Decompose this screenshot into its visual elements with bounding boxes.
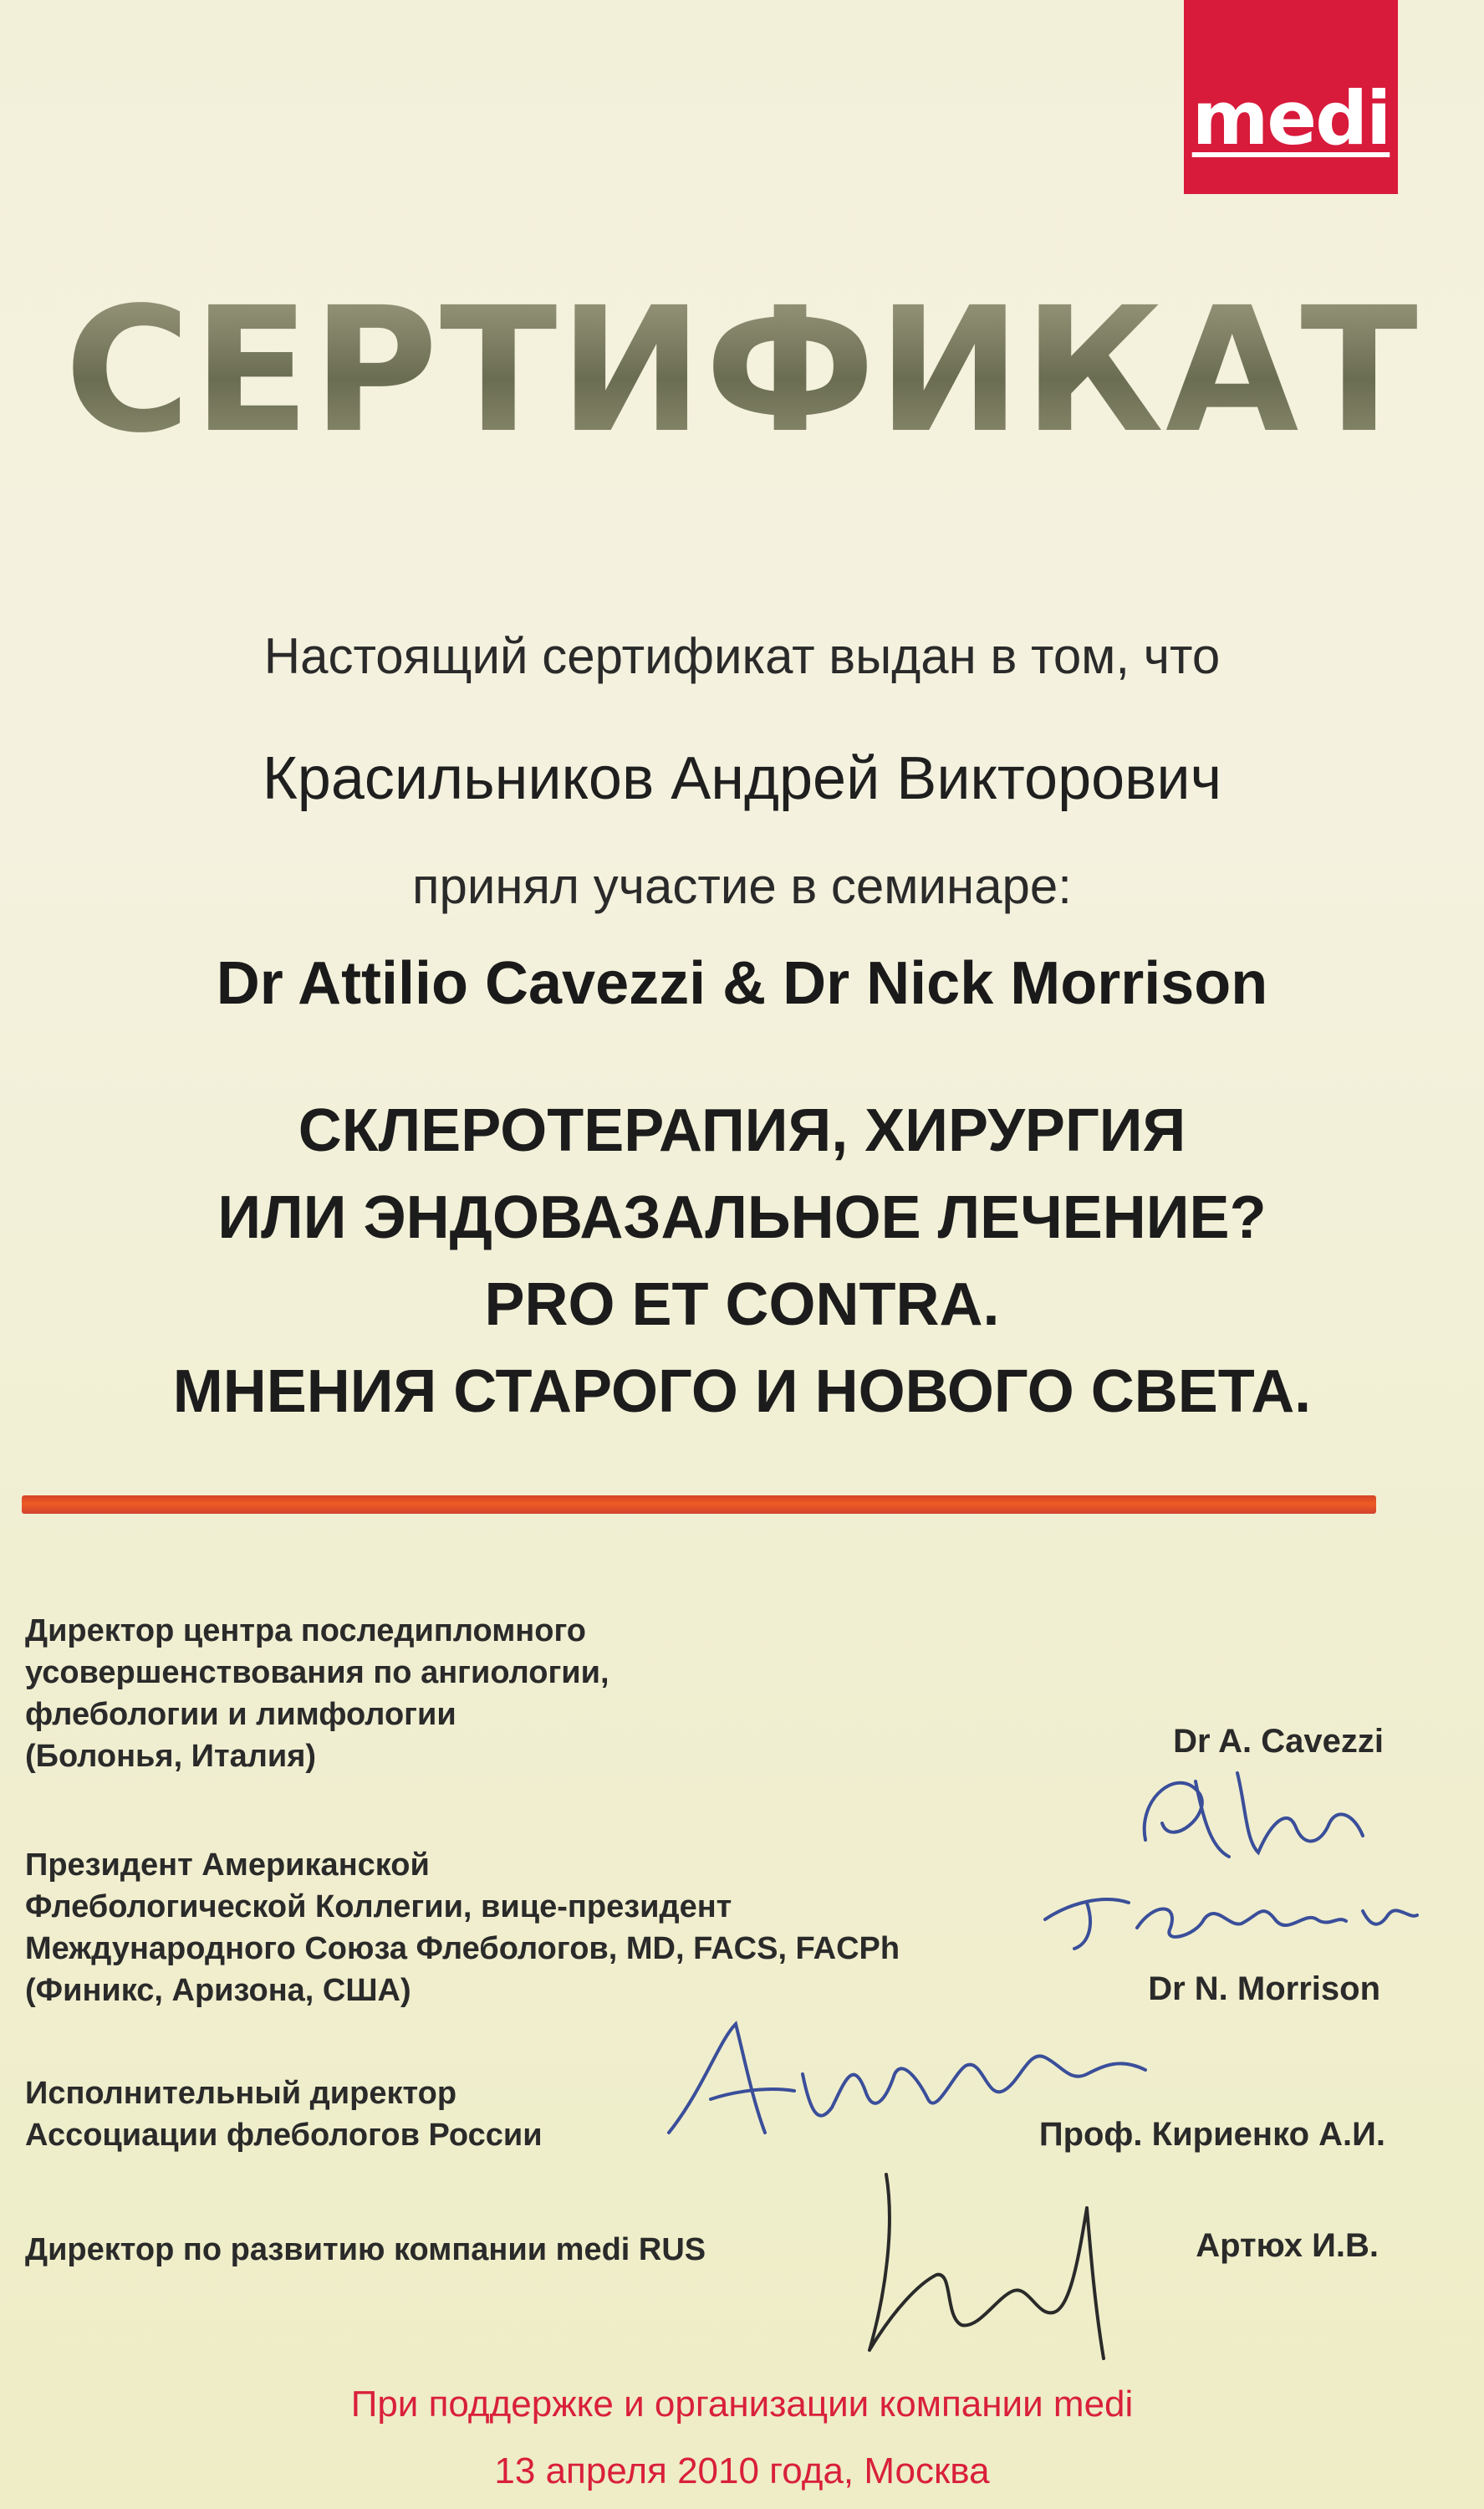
topic-line: СКЛЕРОТЕРАПИЯ, ХИРУРГИЯ [298,1097,1186,1164]
role-line: (Финикс, Аризона, США) [25,1973,411,2008]
topic-line: МНЕНИЯ СТАРОГО И НОВОГО СВЕТА. [172,1358,1312,1425]
seminar-topic [0,1087,1484,1435]
signatory-name-morrison: Dr N. Morrison [1148,1970,1380,2007]
role-line: Директор центра последипломного [25,1613,587,1648]
role-line: Исполнительный директор [25,2076,457,2111]
signatory-name-artyukh: Артюх И.В. [1196,2227,1379,2264]
role-line: флебологии и лимфологии [25,1697,456,1732]
role-line: Ассоциации флебологов России [25,2118,543,2153]
recipient-name: Красильников Андрей Викторович [262,745,1222,812]
role-line: усовершенствования по ангиологии, [25,1655,609,1690]
signatory-role-artyukh [25,2229,778,2271]
signatory-role-morrison [25,1844,900,2011]
signatory-name-kirienko: Проф. Кириенко А.И. [1038,2116,1385,2153]
certificate-title: СЕРТИФИКАТ [0,284,1484,457]
role-line: Директор по развитию компании medi RUS [25,2232,706,2267]
logo-text: medi [1191,75,1390,161]
topic-line: ИЛИ ЭНДОВАЗАЛЬНОЕ ЛЕЧЕНИЕ? [217,1184,1267,1251]
role-line: Международного Союза Флебологов, MD, FACS, FACPh [25,1931,900,1966]
participation-text: принял участие в семинаре: [412,858,1072,914]
intro-text: Настоящий сертификат выдан в том, что [263,628,1221,684]
signature-morrison [1037,1869,1438,1970]
medi-logo [1184,0,1398,194]
signature-kirienko [652,2007,1170,2158]
signatory-role-cavezzi [25,1610,778,1777]
support-text: При поддержке и организации компании medi [350,2384,1134,2425]
role-line: Президент Американской [25,1847,430,1883]
signature-cavezzi [1120,1748,1405,1873]
role-line: (Болонья, Италия) [25,1739,317,1774]
seminar-speakers: Dr Attilio Cavezzi & Dr Nick Morrison [216,950,1268,1017]
signature-artyukh [836,2158,1170,2375]
role-line: Флебологической Коллегии, вице-президент [25,1889,732,1924]
red-divider [22,1495,1376,1514]
topic-line: PRO ET CONTRA. [484,1271,1000,1338]
signatory-name-cavezzi: Dr A. Cavezzi [1173,1723,1384,1760]
date-location: 13 апреля 2010 года, Москва [494,2450,990,2491]
